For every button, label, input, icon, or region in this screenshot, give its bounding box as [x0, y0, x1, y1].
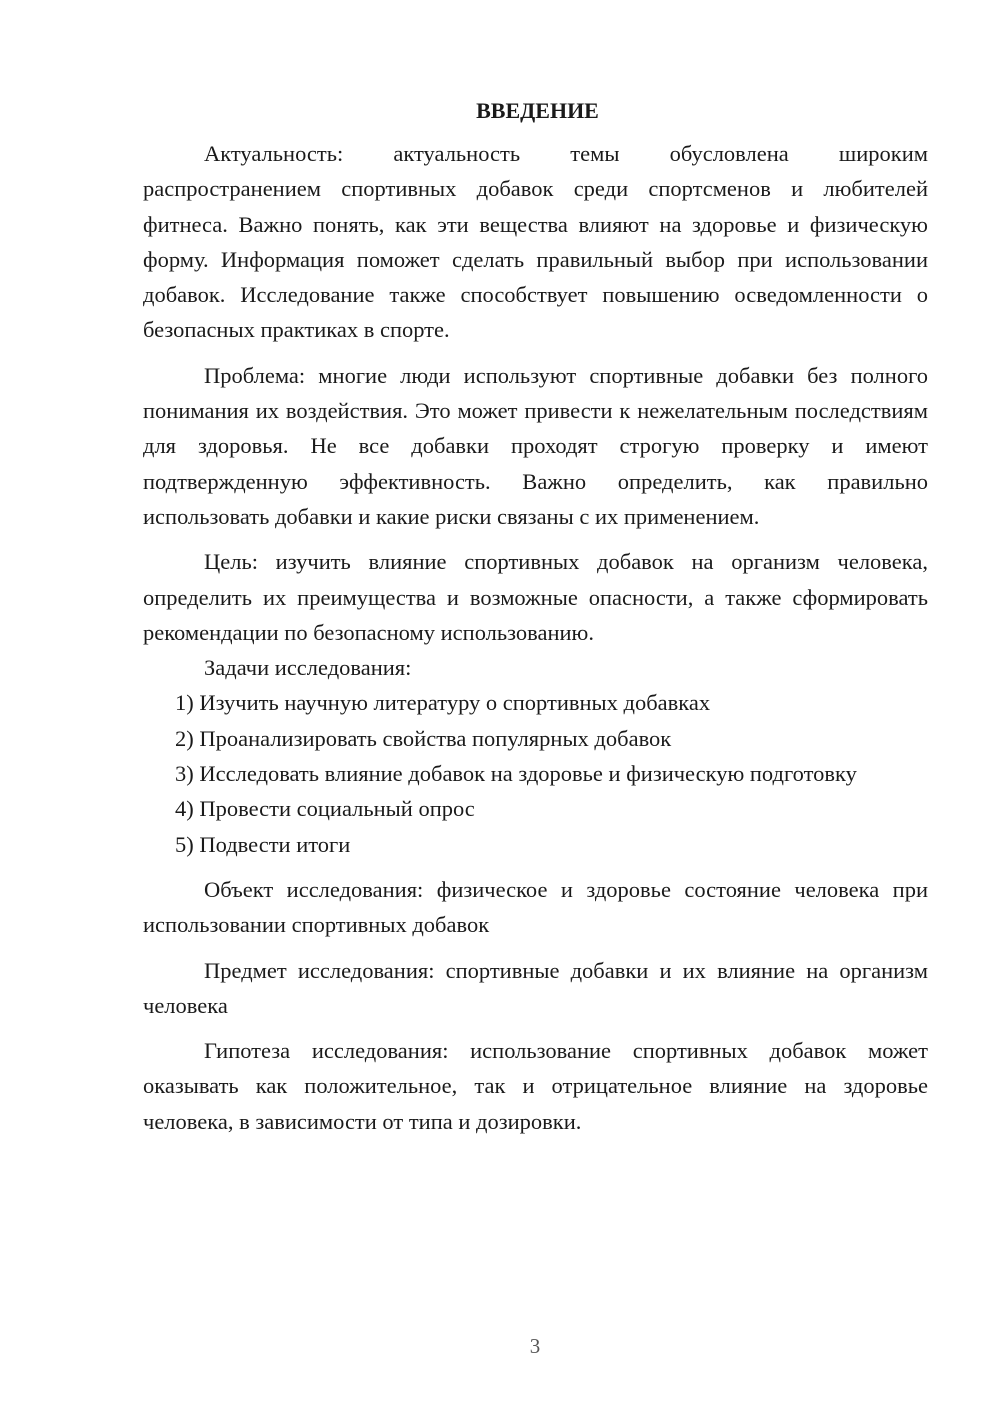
page-number: 3 — [529, 1334, 541, 1358]
task-item-2: 2) Проанализировать свойства популярных добавок — [175, 725, 672, 751]
paragraph-hypothesis: Гипотеза исследования: использование спортивных добавок может оказывать как положительное, так и отрицательное влияние на здоровье человека, в зависимости от типа и дозировки. — [143, 1038, 928, 1134]
document-page — [143, 95, 928, 1139]
task-item-4: 4) Провести социальный опрос — [175, 796, 475, 822]
task-item-3: 3) Исследовать влияние добавок на здоровье и физическую подготовку — [175, 761, 857, 787]
paragraph-object: Объект исследования: физическое и здоровье состояние человека при использовании спортивных добавок — [143, 876, 928, 938]
paragraph-subject: Предмет исследования: спортивные добавки и их влияние на организм человека — [143, 957, 928, 1018]
tasks-heading: Задачи исследования: — [204, 655, 412, 681]
paragraph-relevance: Актуальность: актуальность темы обусловлена широким распространением спортивных добавок среди спортсменов и любителей фитнеса. Важно понять, как эти вещества влияют на здоровье и физическую форму. Информация поможет сделать правильный выбор при использовании добавок. Исследование также способствует повышению осведомленности о безопасных практиках в спорте. — [143, 141, 928, 343]
paragraph-problem: Проблема: многие люди используют спортивные добавки без полного понимания их воздействия. Это может привести к нежелательным последствиям для здоровья. Не все добавки проходят строгую проверку и имеют подтвержденную эффективность. Важно определить, как правильно использовать добавки и какие риски связаны с их применением. — [143, 362, 928, 529]
task-item-1: 1) Изучить научную литературу о спортивных добавках — [175, 690, 711, 716]
task-item-5: 5) Подвести итоги — [175, 831, 351, 857]
page-title: ВВЕДЕНИЕ — [476, 98, 599, 123]
paragraph-goal: Цель: изучить влияние спортивных добавок на организм человека, определить их преимущества и возможные опасности, а также сформировать рекомендации по безопасному использованию. — [143, 549, 928, 645]
